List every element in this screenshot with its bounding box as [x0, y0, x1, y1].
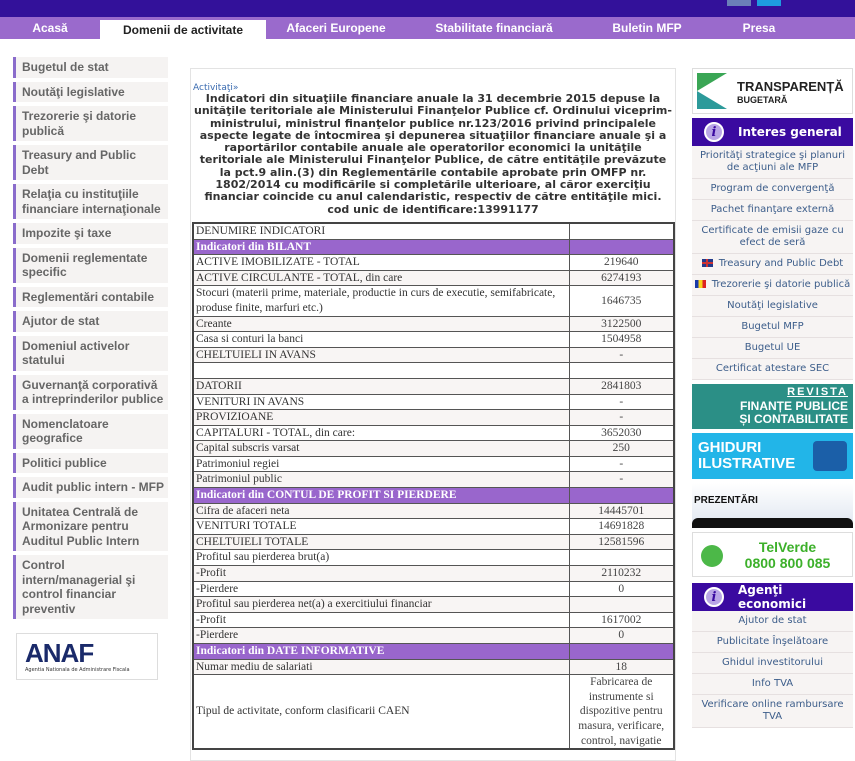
sidebar-link-label: Noutăţi legislative: [727, 300, 818, 311]
anaf-logo-subtitle: Agentia Nationala de Administrare Fiscala: [25, 667, 130, 673]
sidebar-link-label: Bugetul MFP: [741, 321, 804, 332]
indicator-value: 12581596: [569, 534, 674, 550]
table-row: [193, 534, 674, 550]
sidebar-link[interactable]: [692, 632, 853, 653]
indicator-label: Stocuri (materii prime, materiale, productie in curs de executie, semifabricate, produse finite, marfuri etc.): [193, 286, 569, 316]
indicator-value: -: [569, 410, 674, 426]
indicator-label: VENITURI IN AVANS: [193, 394, 569, 410]
indicator-label: Indicatori din DATE INFORMATIVE: [193, 644, 569, 660]
sidebar-link-label: Ajutor de stat: [738, 615, 807, 626]
indicator-value: [569, 223, 674, 239]
indicator-value: 1617002: [569, 612, 674, 628]
indicator-label: Capital subscris varsat: [193, 441, 569, 457]
transparenta-title: TRANSPARENȚĂ: [737, 79, 844, 94]
sidebar-link[interactable]: [692, 695, 853, 728]
indicator-label: CAPITALURI - TOTAL, din care:: [193, 425, 569, 441]
indicator-label: ACTIVE CIRCULANTE - TOTAL, din care: [193, 270, 569, 286]
indicator-value: 14691828: [569, 519, 674, 535]
revista-banner[interactable]: [692, 384, 853, 429]
table-row: [193, 410, 674, 426]
indicator-value: [569, 550, 674, 566]
interes-general-header: [692, 118, 853, 146]
sidebar-item[interactable]: Guvernanţă corporativă a intreprinderilor publice: [13, 375, 168, 410]
romania-flag-icon: [695, 280, 706, 288]
indicator-value: 3122500: [569, 316, 674, 332]
sidebar-item[interactable]: Trezorerie şi datorie publică: [13, 106, 168, 141]
indicator-value: -: [569, 456, 674, 472]
indicator-label: -Profit: [193, 612, 569, 628]
sidebar-link[interactable]: [692, 221, 853, 254]
uk-flag-icon: [702, 259, 713, 267]
indicator-value: [569, 597, 674, 613]
sidebar-link-label: Pachet finanţare externă: [710, 204, 835, 215]
table-row: [193, 223, 674, 239]
indicator-label: VENITURI TOTALE: [193, 519, 569, 535]
table-row: [193, 394, 674, 410]
cod-unic: cod unic de identificare:13991177: [327, 202, 539, 216]
transparenta-bugetara-banner[interactable]: [692, 68, 853, 114]
sidebar-item[interactable]: Audit public intern - MFP: [13, 477, 168, 498]
sidebar-item[interactable]: Domenii reglementate specific: [13, 248, 168, 283]
indicator-label: [193, 363, 569, 379]
page-title: [191, 93, 675, 216]
page-title-text: Indicatori din situaţiile financiare anuale la 31 decembrie 2015 depuse la unităţile teritoriale ale Ministerului Finanţelor Publice cf. Ordinului viceprim-ministrului, ministrul finanţelor publice nr.123/2016 privind principalele aspecte legate de întocmirea şi depunerea situaţiilor financiare anuale şi a raportărilor contabile anuale ale operatorilor economici la unităţile teritoriale ale Ministerului Finanţelor Publice, de către entităţile prevăzute la pct.9 alin.(3) din Reglementările contabile aprobate prin OMFP nr. 1802/2014 cu modificările si completările ulterioare, al căror exerciţiu financiar coincide cu anul calendaristic, respectiv de către entităţile mici.: [194, 92, 672, 204]
indicator-label: Indicatori din CONTUL DE PROFIT SI PIERDERE: [193, 488, 569, 504]
indicator-value: 18: [569, 659, 674, 675]
sidebar-link-label: Ghidul investitorului: [722, 657, 823, 668]
indicator-value: [569, 363, 674, 379]
indicator-label: DENUMIRE INDICATORI: [193, 223, 569, 239]
table-row: [193, 659, 674, 675]
telverde-title: TelVerde: [758, 539, 817, 555]
table-row: [193, 456, 674, 472]
main-nav: [0, 17, 855, 39]
sidebar-link-label: Program de convergenţă: [710, 183, 835, 194]
table-row: [193, 441, 674, 457]
transparenta-subtitle: BUGETARĂ: [737, 95, 788, 105]
indicator-value: 2110232: [569, 566, 674, 582]
sidebar-link[interactable]: [692, 254, 853, 275]
indicators-table: [192, 222, 675, 750]
nav-stabilitate-financiara[interactable]: Stabilitate financiară: [435, 21, 553, 35]
table-row: [193, 550, 674, 566]
nav-afaceri-europene[interactable]: Afaceri Europene: [286, 21, 386, 35]
info-icon: i: [704, 122, 724, 142]
indicator-label: -Profit: [193, 566, 569, 582]
nav-presa[interactable]: Presa: [742, 21, 776, 35]
sidebar-item[interactable]: Control intern/managerial şi control financiar preventiv: [13, 555, 168, 619]
table-row: [193, 675, 674, 749]
transparenta-logo-icon: [697, 73, 727, 109]
sidebar-item[interactable]: Bugetul de stat: [13, 57, 168, 78]
telverde-number: 0800 800 085: [744, 555, 831, 571]
sidebar-item[interactable]: Reglementări contabile: [13, 287, 168, 308]
sidebar-link-label: Certificat atestare SEC: [715, 363, 830, 374]
sidebar-link-label: Info TVA: [751, 678, 794, 689]
sidebar-item[interactable]: Treasury and Public Debt: [13, 145, 168, 180]
indicator-value: 219640: [569, 255, 674, 271]
table-row: [193, 566, 674, 582]
prezentari-banner[interactable]: [692, 483, 853, 528]
indicator-label: ACTIVE IMOBILIZATE - TOTAL: [193, 255, 569, 271]
indicator-label: Cifra de afaceri neta: [193, 503, 569, 519]
nav-acasa[interactable]: Acasă: [32, 21, 68, 35]
revista-line: REVISTA: [787, 386, 848, 398]
sidebar-item[interactable]: Impozite şi taxe: [13, 223, 168, 244]
top-header-band: [0, 0, 855, 17]
right-column: [692, 68, 853, 728]
indicator-value: -: [569, 394, 674, 410]
sidebar-link[interactable]: [692, 317, 853, 338]
revista-line: ȘI CONTABILITATE: [739, 412, 848, 426]
indicator-value: 14445701: [569, 503, 674, 519]
table-row: [193, 581, 674, 597]
sidebar-link[interactable]: [692, 275, 853, 296]
sidebar-item[interactable]: Unitatea Centrală de Armonizare pentru Auditul Public Intern: [13, 502, 168, 552]
indicator-value: 0: [569, 628, 674, 644]
sidebar-item[interactable]: Politici publice: [13, 453, 168, 474]
anaf-logo[interactable]: [16, 633, 158, 680]
indicator-value: 1504958: [569, 332, 674, 348]
indicator-value: -: [569, 472, 674, 488]
facebook-icon[interactable]: [727, 0, 751, 6]
sidebar-item[interactable]: Domeniul activelor statului: [13, 336, 168, 371]
indicator-value: 0: [569, 581, 674, 597]
ghiduri-line: GHIDURI: [698, 439, 762, 456]
indicator-value: 1646735: [569, 286, 674, 316]
sidebar-link[interactable]: [692, 338, 853, 359]
prezentari-label: PREZENTĂRI: [694, 495, 758, 506]
sidebar-link-label: Treasury and Public Debt: [718, 258, 844, 269]
table-row: [193, 332, 674, 348]
indicator-value: [569, 644, 674, 660]
audience-icon: [692, 518, 853, 528]
table-row: [193, 255, 674, 271]
indicator-value: [569, 239, 674, 255]
telverde-banner[interactable]: [692, 532, 853, 577]
book-reader-icon: [813, 441, 847, 471]
sidebar-item[interactable]: Noutăţi legislative: [13, 82, 168, 103]
interes-general-title: Interes general: [738, 125, 842, 139]
left-column: [13, 57, 168, 680]
sidebar-link-label: Bugetul UE: [744, 342, 801, 353]
interes-general-links: [692, 146, 853, 380]
sidebar-link-label: Certificate de emisii gaze cu efect de seră: [701, 225, 844, 248]
sidebar: [13, 57, 168, 619]
nav-buletin-mfp[interactable]: Buletin MFP: [612, 21, 682, 35]
sidebar-link[interactable]: [692, 179, 853, 200]
table-row: [193, 286, 674, 316]
table-row: [193, 472, 674, 488]
table-row: [193, 597, 674, 613]
sidebar-link[interactable]: [692, 296, 853, 317]
sidebar-link-label: Priorităţi strategice şi planuri de acţiuni ale MFP: [699, 150, 846, 173]
agenti-economici-links: [692, 611, 853, 728]
indicator-label: DATORII: [193, 378, 569, 394]
table-row: [193, 363, 674, 379]
main-content: [190, 68, 676, 761]
indicator-label: Profitul sau pierderea brut(a): [193, 550, 569, 566]
indicator-label: Tipul de activitate, conform clasificarii CAEN: [193, 675, 569, 749]
table-row: [193, 347, 674, 363]
table-row: [193, 316, 674, 332]
indicator-value: -: [569, 347, 674, 363]
sidebar-link[interactable]: [692, 359, 853, 380]
table-row: [193, 425, 674, 441]
sidebar-link-label: Trezorerie şi datorie publică: [711, 279, 851, 290]
sidebar-link[interactable]: [692, 674, 853, 695]
indicator-label: Numar mediu de salariati: [193, 659, 569, 675]
indicator-value: 3652030: [569, 425, 674, 441]
phone-icon: [701, 545, 723, 567]
sidebar-item[interactable]: Relaţia cu instituţiile financiare internaţionale: [13, 184, 168, 219]
anaf-logo-text: ANAF: [25, 638, 94, 668]
indicator-value: 2841803: [569, 378, 674, 394]
table-row: [193, 519, 674, 535]
breadcrumb[interactable]: Activitaţi»: [193, 83, 239, 93]
indicator-value: Fabricarea de instrumente si dispozitive pentru masura, verificare, control, navigatie: [569, 675, 674, 749]
revista-line: FINANȚE PUBLICE: [740, 398, 848, 413]
indicator-label: Indicatori din BILANT: [193, 239, 569, 255]
sidebar-link[interactable]: [692, 653, 853, 674]
table-row: [193, 378, 674, 394]
section-row: [193, 644, 674, 660]
indicator-value: [569, 488, 674, 504]
ghiduri-ilustrative-banner[interactable]: [692, 433, 853, 479]
sidebar-link[interactable]: [692, 200, 853, 221]
info-icon: i: [704, 587, 724, 607]
agenti-economici-title: Agenţi economici: [738, 583, 807, 611]
indicator-label: CHELTUIELI TOTALE: [193, 534, 569, 550]
table-row: [193, 270, 674, 286]
twitter-icon[interactable]: [757, 0, 781, 6]
indicator-label: CHELTUIELI IN AVANS: [193, 347, 569, 363]
indicator-label: Casa si conturi la banci: [193, 332, 569, 348]
ghiduri-line: ILUSTRATIVE: [698, 455, 796, 472]
section-row: [193, 488, 674, 504]
indicator-value: 6274193: [569, 270, 674, 286]
section-row: [193, 239, 674, 255]
indicator-label: Creante: [193, 316, 569, 332]
indicator-label: Profitul sau pierderea net(a) a exercitiului financiar: [193, 597, 569, 613]
indicator-label: PROVIZIOANE: [193, 410, 569, 426]
sidebar-link-label: Publicitate Înşelătoare: [716, 636, 829, 647]
agenti-economici-header: [692, 583, 853, 611]
sidebar-item[interactable]: Nomenclatoare geografice: [13, 414, 168, 449]
table-row: [193, 612, 674, 628]
indicator-label: -Pierdere: [193, 628, 569, 644]
table-row: [193, 628, 674, 644]
sidebar-link-label: Verificare online rambursare TVA: [701, 699, 844, 722]
indicator-label: Patrimoniul regiei: [193, 456, 569, 472]
sidebar-link[interactable]: [692, 611, 853, 632]
indicator-label: -Pierdere: [193, 581, 569, 597]
indicator-value: 250: [569, 441, 674, 457]
sidebar-link[interactable]: [692, 146, 853, 179]
nav-domenii-de-activitate[interactable]: Domenii de activitate: [100, 20, 266, 43]
indicator-label: Patrimoniul public: [193, 472, 569, 488]
table-row: [193, 503, 674, 519]
sidebar-item[interactable]: Ajutor de stat: [13, 311, 168, 332]
